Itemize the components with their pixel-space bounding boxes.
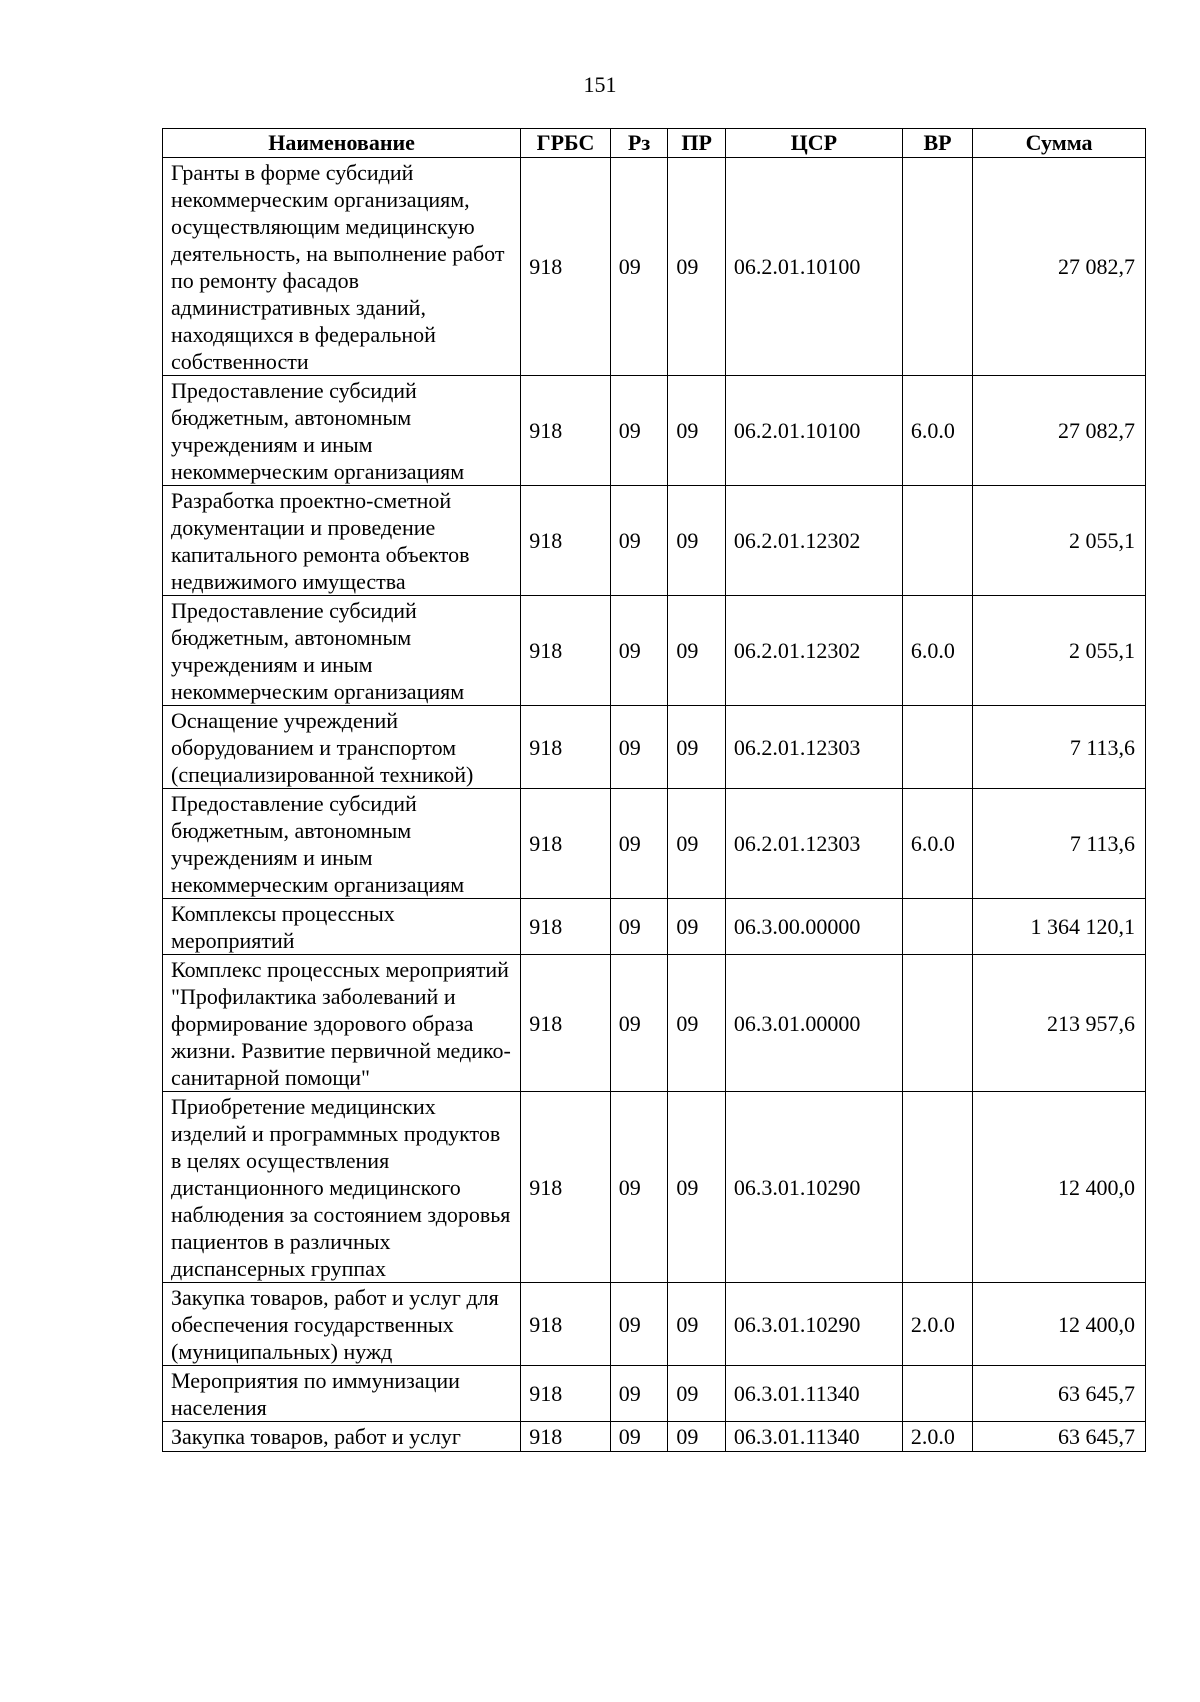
cell-pr: 09 [668, 706, 726, 789]
cell-vr [902, 1092, 972, 1283]
cell-name: Оснащение учреждений оборудованием и транспортом (специализированной техникой) [163, 706, 521, 789]
table-row [163, 158, 1146, 376]
cell-sum: 27 082,7 [973, 158, 1146, 376]
table-row [163, 1366, 1146, 1422]
cell-vr: 6.0.0 [902, 789, 972, 899]
cell-pr: 09 [668, 955, 726, 1092]
cell-pr: 09 [668, 1366, 726, 1422]
cell-rz: 09 [610, 596, 668, 706]
cell-grbs: 918 [521, 1092, 611, 1283]
cell-name: Комплекс процессных мероприятий "Профилактика заболеваний и формирование здорового образа жизни. Развитие первичной медико-санитарной помощи" [163, 955, 521, 1092]
cell-name: Комплексы процессных мероприятий [163, 899, 521, 955]
cell-name: Разработка проектно-сметной документации и проведение капитального ремонта объектов недвижимого имущества [163, 486, 521, 596]
cell-sum: 12 400,0 [973, 1092, 1146, 1283]
cell-pr: 09 [668, 789, 726, 899]
cell-csr: 06.2.01.12303 [725, 706, 902, 789]
cell-grbs: 918 [521, 376, 611, 486]
cell-csr: 06.3.01.11340 [725, 1422, 902, 1452]
header-rz: Рз [610, 129, 668, 158]
cell-rz: 09 [610, 1092, 668, 1283]
cell-rz: 09 [610, 899, 668, 955]
cell-rz: 09 [610, 1422, 668, 1452]
table-row [163, 955, 1146, 1092]
cell-grbs: 918 [521, 1422, 611, 1452]
cell-grbs: 918 [521, 1366, 611, 1422]
cell-csr: 06.2.01.12303 [725, 789, 902, 899]
header-grbs: ГРБС [521, 129, 611, 158]
cell-pr: 09 [668, 158, 726, 376]
cell-rz: 09 [610, 376, 668, 486]
cell-csr: 06.2.01.10100 [725, 158, 902, 376]
cell-pr: 09 [668, 899, 726, 955]
cell-vr: 6.0.0 [902, 596, 972, 706]
cell-name: Закупка товаров, работ и услуг [163, 1422, 521, 1452]
cell-vr: 2.0.0 [902, 1422, 972, 1452]
budget-table [162, 128, 1146, 1452]
header-pr: ПР [668, 129, 726, 158]
cell-sum: 12 400,0 [973, 1283, 1146, 1366]
cell-vr [902, 899, 972, 955]
cell-grbs: 918 [521, 899, 611, 955]
cell-pr: 09 [668, 486, 726, 596]
cell-rz: 09 [610, 789, 668, 899]
cell-vr [902, 955, 972, 1092]
cell-grbs: 918 [521, 789, 611, 899]
cell-csr: 06.3.01.11340 [725, 1366, 902, 1422]
cell-sum: 2 055,1 [973, 596, 1146, 706]
cell-sum: 63 645,7 [973, 1366, 1146, 1422]
cell-sum: 1 364 120,1 [973, 899, 1146, 955]
cell-rz: 09 [610, 1366, 668, 1422]
cell-sum: 63 645,7 [973, 1422, 1146, 1452]
header-vr: ВР [902, 129, 972, 158]
cell-name: Приобретение медицинских изделий и программных продуктов в целях осуществления дистанционного медицинского наблюдения за состоянием здоровья пациентов в различных диспансерных группах [163, 1092, 521, 1283]
table-row [163, 1283, 1146, 1366]
cell-sum: 2 055,1 [973, 486, 1146, 596]
cell-vr: 2.0.0 [902, 1283, 972, 1366]
cell-pr: 09 [668, 1092, 726, 1283]
cell-grbs: 918 [521, 1283, 611, 1366]
cell-rz: 09 [610, 1283, 668, 1366]
cell-sum: 7 113,6 [973, 789, 1146, 899]
cell-vr [902, 1366, 972, 1422]
cell-csr: 06.3.01.10290 [725, 1092, 902, 1283]
cell-name: Предоставление субсидий бюджетным, автономным учреждениям и иным некоммерческим организациям [163, 596, 521, 706]
cell-pr: 09 [668, 376, 726, 486]
header-name: Наименование [163, 129, 521, 158]
cell-sum: 213 957,6 [973, 955, 1146, 1092]
cell-name: Предоставление субсидий бюджетным, автономным учреждениям и иным некоммерческим организациям [163, 376, 521, 486]
cell-name: Мероприятия по иммунизации населения [163, 1366, 521, 1422]
cell-grbs: 918 [521, 486, 611, 596]
table-row [163, 1092, 1146, 1283]
table-row [163, 486, 1146, 596]
cell-pr: 09 [668, 1283, 726, 1366]
cell-name: Гранты в форме субсидий некоммерческим организациям, осуществляющим медицинскую деятельность, на выполнение работ по ремонту фасадов административных зданий, находящихся в федеральной собственности [163, 158, 521, 376]
cell-csr: 06.3.00.00000 [725, 899, 902, 955]
cell-vr: 6.0.0 [902, 376, 972, 486]
cell-vr [902, 486, 972, 596]
cell-vr [902, 706, 972, 789]
cell-csr: 06.2.01.10100 [725, 376, 902, 486]
cell-rz: 09 [610, 486, 668, 596]
cell-sum: 7 113,6 [973, 706, 1146, 789]
cell-csr: 06.2.01.12302 [725, 486, 902, 596]
table-header-row [163, 129, 1146, 158]
cell-sum: 27 082,7 [973, 376, 1146, 486]
cell-name: Закупка товаров, работ и услуг для обеспечения государственных (муниципальных) нужд [163, 1283, 521, 1366]
page-number: 151 [583, 72, 617, 97]
cell-grbs: 918 [521, 955, 611, 1092]
cell-name: Предоставление субсидий бюджетным, автономным учреждениям и иным некоммерческим организациям [163, 789, 521, 899]
cell-rz: 09 [610, 706, 668, 789]
table-row [163, 1422, 1146, 1452]
cell-rz: 09 [610, 955, 668, 1092]
cell-grbs: 918 [521, 596, 611, 706]
table-row [163, 376, 1146, 486]
cell-csr: 06.3.01.00000 [725, 955, 902, 1092]
cell-csr: 06.2.01.12302 [725, 596, 902, 706]
cell-csr: 06.3.01.10290 [725, 1283, 902, 1366]
table-row [163, 596, 1146, 706]
table-row [163, 789, 1146, 899]
cell-vr [902, 158, 972, 376]
table-row [163, 899, 1146, 955]
cell-pr: 09 [668, 1422, 726, 1452]
table-row [163, 706, 1146, 789]
cell-grbs: 918 [521, 706, 611, 789]
header-csr: ЦСР [725, 129, 902, 158]
cell-rz: 09 [610, 158, 668, 376]
cell-pr: 09 [668, 596, 726, 706]
header-sum: Сумма [973, 129, 1146, 158]
cell-grbs: 918 [521, 158, 611, 376]
